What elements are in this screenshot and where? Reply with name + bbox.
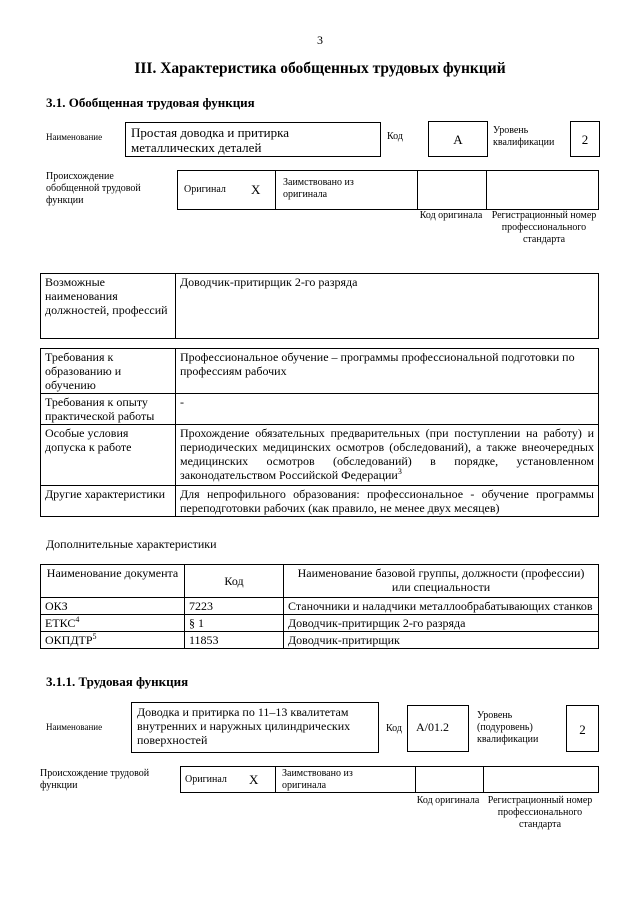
table-row: [41, 615, 599, 632]
requirements-row: [41, 486, 599, 517]
req-label: Требования к опыту практической работы: [41, 394, 176, 425]
requirements-table: [40, 348, 599, 517]
additional-table: [40, 564, 599, 649]
additional-header-row: [41, 565, 599, 598]
gtf-code-label: Код: [387, 131, 403, 142]
req-value: -: [176, 394, 599, 425]
tf-code-label: Код: [386, 723, 402, 734]
row-doc: [41, 615, 185, 632]
header-name: Наименование базовой группы, должности (профессии) или специальности: [284, 565, 599, 598]
req-value: Профессиональное обучение – программы профессиональной подготовки по профессиям рабочих: [176, 349, 599, 394]
gtf-orig-code-label: Код оригинала: [419, 210, 483, 221]
gtf-origin-label: Происхождение обобщенной трудовой функции: [46, 171, 141, 206]
requirements-row: [41, 349, 599, 394]
row-doc-text: ЕТКС: [45, 616, 76, 630]
gtf-name-label: Наименование: [46, 132, 103, 142]
req-label: Особые условия допуска к работе: [41, 425, 176, 486]
gtf-code-value: А: [428, 121, 488, 157]
positions-value: Доводчик-притирщик 2-го разряда: [176, 274, 599, 339]
row-name: Доводчик-притирщик 2-го разряда: [284, 615, 599, 632]
gtf-level-label: Уровень квалификации: [493, 125, 555, 148]
tf-origin-table: [180, 766, 599, 793]
header-doc: Наименование документа: [41, 565, 185, 598]
requirements-row: [41, 425, 599, 486]
tf-original-label: Оригинал: [185, 774, 227, 785]
row-doc: [41, 632, 185, 649]
gtf-borrowed-label: Заимствовано из оригинала: [283, 177, 354, 200]
req-value: [176, 425, 599, 486]
row-doc: ОКЗ: [41, 598, 185, 615]
table-row: [41, 598, 599, 615]
gtf-reg-num-label: Регистрационный номер профессионального стандарта: [491, 210, 597, 245]
tf-level-label: Уровень (подуровень) квалификации: [477, 710, 539, 745]
tf-heading: 3.1.1. Трудовая функция: [46, 674, 189, 689]
tf-original-mark: Х: [249, 772, 259, 787]
additional-heading: Дополнительные характеристики: [46, 537, 217, 551]
gtf-name-value: Простая доводка и притирка металлических деталей: [125, 122, 381, 157]
req-label: Требования к образованию и обучению: [41, 349, 176, 394]
tf-origin-label: Происхождение трудовой функции: [40, 768, 150, 791]
tf-orig-code-label: Код оригинала: [416, 795, 480, 806]
divider: [415, 767, 416, 792]
tf-borrowed-label: Заимствовано из оригинала: [282, 768, 353, 791]
requirements-row: [41, 394, 599, 425]
divider: [486, 171, 487, 209]
page-number: 3: [317, 33, 323, 47]
tf-level-value: 2: [566, 705, 599, 752]
footnote-ref: 5: [92, 632, 97, 641]
table-row: [41, 632, 599, 649]
tf-name-value: Доводка и притирка по 11–13 квалитетам внутренних и наружных цилиндрических поверхностей: [131, 702, 379, 753]
footnote-ref: 4: [75, 615, 80, 624]
req-value: Для непрофильного образования: профессиональное - обучение программы переподготовки рабочих (как правило, не менее двух месяцев): [176, 486, 599, 517]
gtf-origin-table: [177, 170, 599, 210]
req-value-text: Прохождение обязательных предварительных (при поступлении на работу) и периодических медицинских осмотров (обследований), а также внеочередных медицинских осмотров (обследований) в порядке, установленном законодательством Российской Федерации: [180, 426, 594, 482]
tf-code-value: А/01.2: [407, 705, 469, 752]
divider: [275, 171, 276, 209]
row-code: § 1: [185, 615, 284, 632]
tf-reg-num-label: Регистрационный номер профессионального стандарта: [487, 795, 593, 830]
row-code: 11853: [185, 632, 284, 649]
positions-table: [40, 273, 599, 339]
gtf-level-value: 2: [570, 121, 600, 157]
req-label: Другие характеристики: [41, 486, 176, 517]
row-doc-text: ОКПДТР: [45, 633, 93, 647]
gtf-original-label: Оригинал: [184, 184, 226, 195]
divider: [483, 767, 484, 792]
divider: [275, 767, 276, 792]
header-code: Код: [185, 565, 284, 598]
positions-label: Возможные наименования должностей, профессий: [41, 274, 176, 339]
section-title: III. Характеристика обобщенных трудовых функций: [134, 60, 506, 77]
row-name: Доводчик-притирщик: [284, 632, 599, 649]
row-code: 7223: [185, 598, 284, 615]
gtf-original-mark: Х: [251, 182, 261, 197]
divider: [417, 171, 418, 209]
footnote-ref: 3: [397, 467, 402, 476]
row-name: Станочники и наладчики металлообрабатывающих станков: [284, 598, 599, 615]
gtf-heading: 3.1. Обобщенная трудовая функция: [46, 95, 255, 110]
tf-name-label: Наименование: [46, 722, 103, 732]
